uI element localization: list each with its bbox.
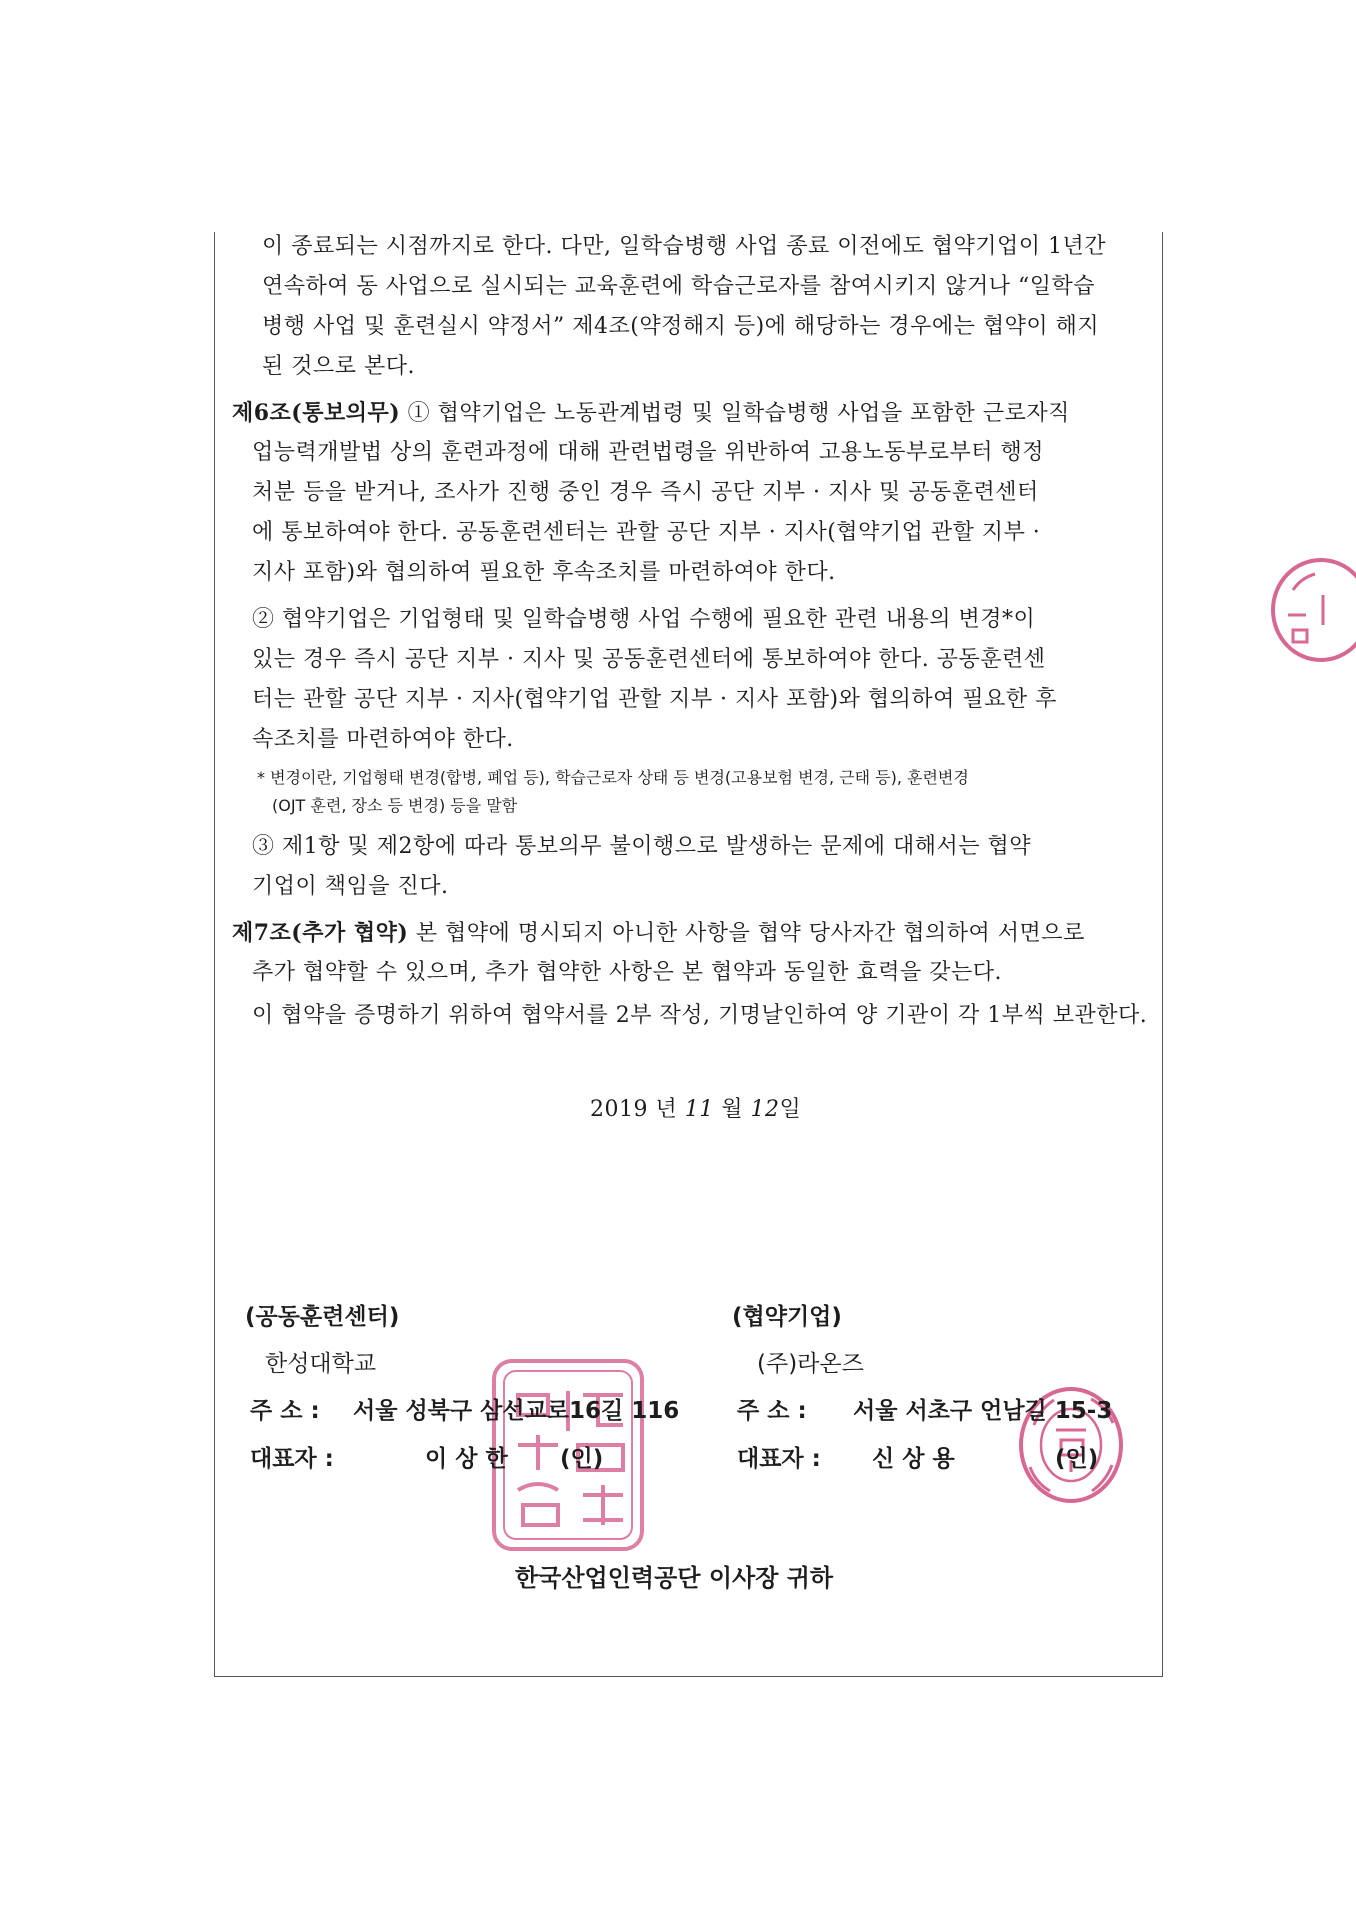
- art6-p1-line-2: 업능력개발법 상의 훈련과정에 대해 관련법령을 위반하여 고용노동부로부터 행정: [252, 440, 1045, 465]
- left-rep-label: 대표자 :: [250, 1446, 334, 1472]
- art6-p1-first: ① 협약기업은 노동관계법령 및 일학습병행 사업을 포함한 근로자직: [407, 401, 1070, 426]
- art5-line-2: 연속하여 동 사업으로 실시되는 교육훈련에 학습근로자를 참여시키지 않거나 “일학습: [262, 274, 1096, 299]
- left-seal-mark: (인): [560, 1446, 604, 1472]
- left-party-role: (공동훈련센터): [245, 1304, 400, 1330]
- art5-line-4: 된 것으로 본다.: [262, 354, 415, 379]
- art5-line-3: 병행 사업 및 훈련실시 약정서” 제4조(약정해지 등)에 해당하는 경우에는 협약이 해지: [262, 314, 1100, 339]
- right-address: 서울 서초구 언남길 15-3: [853, 1398, 1113, 1424]
- art6-p3-line-2: 기업이 책임을 진다.: [252, 874, 449, 899]
- date-year-unit: 년: [655, 1097, 678, 1122]
- addressee: 한국산업인력공단 이사장 귀하: [515, 1564, 834, 1592]
- right-seal-mark: (인): [1055, 1446, 1099, 1472]
- left-address-label: 주 소 :: [250, 1398, 320, 1424]
- date-year: 2019: [590, 1097, 648, 1122]
- closing-statement: 이 협약을 증명하기 위하여 협약서를 2부 작성, 기명날인하여 양 기관이 각 1부씩 보관한다.: [252, 1003, 1148, 1028]
- art6-p1-line-4: 에 통보하여야 한다. 공동훈련센터는 관할 공단 지부 · 지사(협약기업 관할 지부 ·: [252, 520, 1041, 545]
- art6-p2-line-3: 터는 관할 공단 지부 · 지사(협약기업 관할 지부 · 지사 포함)와 협의하여 필요한 후: [252, 687, 1057, 712]
- right-party-name: (주)라온즈: [757, 1351, 864, 1377]
- left-party-name: 한성대학교: [265, 1351, 377, 1377]
- art6-p2-line-1: ② 협약기업은 기업형태 및 일학습병행 사업 수행에 필요한 관련 내용의 변경*이: [252, 607, 1036, 632]
- art6-note-line-2: (OJT 훈련, 장소 등 변경) 등을 말함: [272, 796, 518, 815]
- art6-p2-line-2: 있는 경우 즉시 공단 지부 · 지사 및 공동훈련센터에 통보하여야 한다. 공동훈련센: [252, 647, 1046, 672]
- right-party-role: (협약기업): [732, 1304, 842, 1330]
- art5-line-1: 이 종료되는 시점까지로 한다. 다만, 일학습병행 사업 종료 이전에도 협약기업이 1년간: [262, 234, 1106, 259]
- left-rep-name: 이 상 한: [425, 1446, 508, 1472]
- art7-line-1: [232, 913, 1085, 954]
- art6-p1-line-3: 처분 등을 받거나, 조사가 진행 중인 경우 즉시 공단 지부 · 지사 및 공동훈련센터: [252, 480, 1039, 505]
- signing-date: [590, 1090, 801, 1130]
- date-day: 12: [750, 1097, 780, 1122]
- date-month-unit: 월: [721, 1097, 744, 1122]
- art7-first: 본 협약에 명시되지 아니한 사항을 협약 당사자간 협의하여 서면으로: [415, 921, 1085, 946]
- art7-line-2: 추가 협약할 수 있으며, 추가 협약한 사항은 본 협약과 동일한 효력을 갖는다.: [252, 960, 1002, 985]
- art6-line-1: [232, 393, 1070, 434]
- right-rep-label: 대표자 :: [737, 1446, 821, 1472]
- art6-p3-line-1: ③ 제1항 및 제2항에 따라 통보의무 불이행으로 발생하는 문제에 대해서는 협약: [252, 834, 1031, 859]
- art6-p1-line-5: 지사 포함)와 협의하여 필요한 후속조치를 마련하여야 한다.: [252, 560, 836, 585]
- date-month: 11: [684, 1097, 714, 1122]
- date-day-unit: 일: [779, 1097, 802, 1122]
- art7-heading: 제7조(추가 협약): [232, 920, 409, 946]
- art6-p2-line-4: 속조치를 마련하여야 한다.: [252, 727, 514, 752]
- right-address-label: 주 소 :: [737, 1398, 807, 1424]
- art6-heading: 제6조(통보의무): [232, 400, 401, 426]
- left-address: 서울 성북구 삼선교로16길 116: [353, 1398, 680, 1424]
- side-partial-seal: [1253, 555, 1356, 665]
- right-rep-name: 신 상 용: [872, 1446, 955, 1472]
- art6-note-line-1: * 변경이란, 기업형태 변경(합병, 폐업 등), 학습근로자 상태 등 변경(고용보험 변경, 근태 등), 훈련변경: [257, 768, 969, 787]
